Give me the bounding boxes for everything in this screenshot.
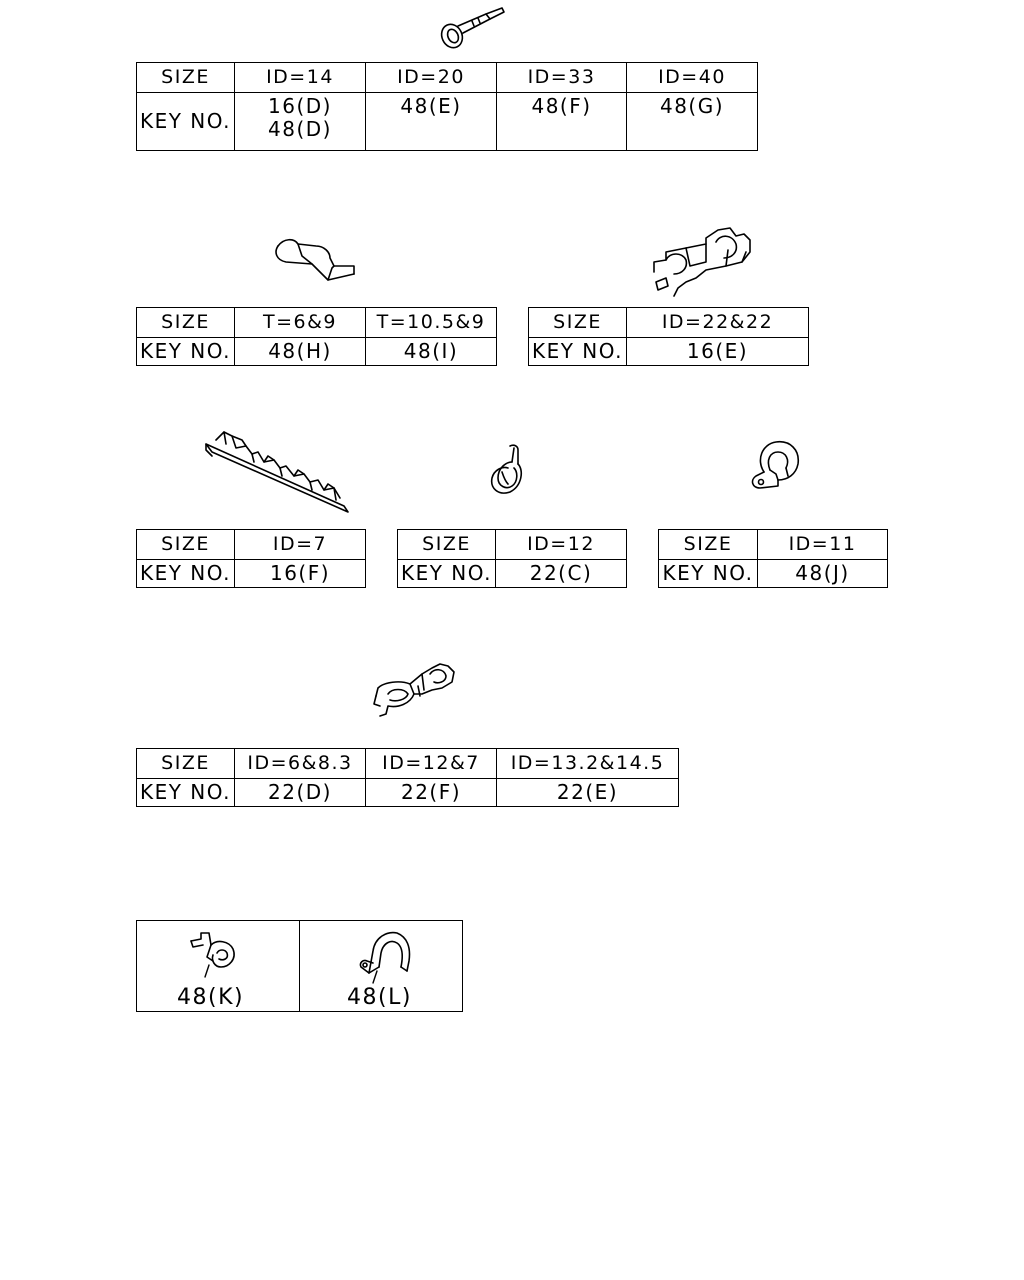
key-no-value: 48(G): [627, 93, 758, 151]
key-no-cell: [235, 93, 366, 151]
size-t-6-9: T=6&9: [235, 308, 366, 338]
saddle-clamp-icon: [357, 927, 417, 983]
loop-clamp-icon: [748, 436, 804, 494]
size-header: SIZE: [398, 530, 496, 560]
hose-clamp-icon: [438, 6, 508, 50]
key-no-value: 48(E): [366, 93, 497, 151]
key-no-label: KEY NO.: [137, 779, 235, 807]
tab-clip-icon: [187, 931, 249, 981]
callout-box: [136, 920, 463, 1012]
size-header: SIZE: [137, 308, 235, 338]
size-id-12: ID=12: [496, 530, 627, 560]
size-id-11: ID=11: [758, 530, 888, 560]
key-no-value: 16(E): [627, 338, 809, 366]
callout-label-k: 48(K): [177, 985, 245, 1010]
spec-table-6: [658, 529, 888, 588]
key-no-value: 22(D): [235, 779, 366, 807]
twin-ring-clip-icon: [370, 660, 458, 722]
key-no-value: 48(F): [497, 93, 627, 151]
size-t-10-5-9: T=10.5&9: [366, 308, 497, 338]
key-no-value: 48(J): [758, 560, 888, 588]
flat-clip-icon: [272, 234, 358, 284]
spec-table-5: [397, 529, 627, 588]
spec-table-7: [136, 748, 679, 807]
key-no-value: 48(D): [268, 117, 332, 141]
size-id-6-8-3: ID=6&8.3: [235, 749, 366, 779]
size-id-40: ID=40: [627, 63, 758, 93]
spec-table-4: [136, 529, 366, 588]
p-clip-icon: [488, 442, 532, 498]
size-header: SIZE: [659, 530, 758, 560]
size-id-22-22: ID=22&22: [627, 308, 809, 338]
key-no-label: KEY NO.: [659, 560, 758, 588]
size-id-20: ID=20: [366, 63, 497, 93]
key-no-value: 16(F): [235, 560, 366, 588]
key-no-value: 22(E): [497, 779, 679, 807]
spec-table-3: [528, 307, 809, 366]
key-no-label: KEY NO.: [529, 338, 627, 366]
size-id-7: ID=7: [235, 530, 366, 560]
double-clamp-icon: [646, 222, 756, 298]
callout-divider: [299, 921, 300, 1011]
size-id-13-2-14-5: ID=13.2&14.5: [497, 749, 679, 779]
key-no-label: KEY NO.: [137, 560, 235, 588]
size-header: SIZE: [137, 63, 235, 93]
spec-table-2: [136, 307, 497, 366]
multi-clip-strip-icon: [202, 428, 354, 518]
key-no-value: 22(C): [496, 560, 627, 588]
size-header: SIZE: [529, 308, 627, 338]
size-header: SIZE: [137, 749, 235, 779]
spec-table-1: [136, 62, 758, 151]
callout-label-l: 48(L): [347, 985, 412, 1010]
size-id-14: ID=14: [235, 63, 366, 93]
key-no-label: KEY NO.: [137, 93, 235, 151]
size-header: SIZE: [137, 530, 235, 560]
key-no-label: KEY NO.: [137, 338, 235, 366]
size-id-12-7: ID=12&7: [366, 749, 497, 779]
key-no-value: 48(H): [235, 338, 366, 366]
key-no-label: KEY NO.: [398, 560, 496, 588]
key-no-value: 22(F): [366, 779, 497, 807]
key-no-value: 48(I): [366, 338, 497, 366]
key-no-value: 16(D): [268, 94, 332, 118]
size-id-33: ID=33: [497, 63, 627, 93]
